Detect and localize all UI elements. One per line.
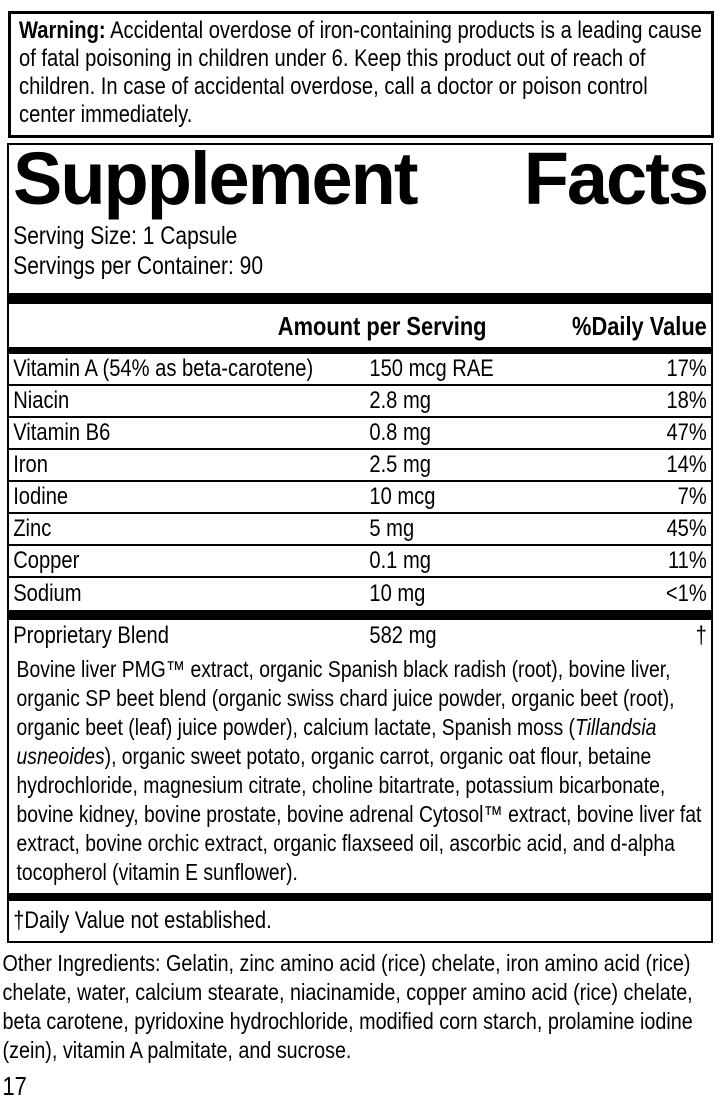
panel-title <box>13 143 707 220</box>
table-row <box>9 386 711 418</box>
nutrient-daily-value: 45% <box>666 515 707 542</box>
nutrient-name: Vitamin A (54% as beta-carotene) <box>13 355 314 382</box>
nutrient-name: Vitamin B6 <box>13 419 111 446</box>
blend-description-part1: Bovine liver PMG™ extract, organic Spanish black radish (root), bovine liver, organic SP beet blend (organic swiss chard juice powder, organic beet (root), organic beet (leaf) juice powder), calcium lactate, Spanish moss ( <box>16 656 675 740</box>
nutrient-daily-value: 17% <box>666 355 707 382</box>
nutrient-daily-value: 14% <box>666 451 707 478</box>
nutrient-daily-value: 11% <box>667 547 707 574</box>
nutrient-amount: 2.5 mg <box>369 451 431 478</box>
warning-label: Warning: <box>19 17 106 44</box>
nutrient-amount: 5 mg <box>369 515 415 542</box>
table-header-row <box>9 304 711 347</box>
panel-title-word-2: Facts <box>523 143 707 220</box>
column-header-daily-value: %Daily Value <box>572 311 707 341</box>
nutrient-name: Zinc <box>13 515 52 542</box>
daily-value-footnote: †Daily Value not established. <box>13 907 272 934</box>
blend-description <box>9 655 711 887</box>
blend-description-latin-name: Tillandsia usneoides <box>16 714 657 769</box>
nutrient-daily-value: <1% <box>665 580 707 607</box>
serving-size: Serving Size: 1 Capsule <box>13 222 238 250</box>
other-ingredients: Other Ingredients: Gelatin, zinc amino acid (rice) chelate, iron amino acid (rice) chelate, water, calcium stearate, niacinamide, copper amino acid (rice) chelate, beta carotene, pyridoxine hydrochloride, modified corn starch, prolamine iodine (zein), vitamin A palmitate, and sucrose. <box>2 950 693 1063</box>
table-row <box>9 418 711 450</box>
divider-bar-blend <box>9 610 711 620</box>
nutrient-name: Iron <box>13 451 48 478</box>
nutrient-amount: 150 mcg RAE <box>369 355 494 382</box>
nutrient-amount: 10 mg <box>369 580 426 607</box>
supplement-facts-panel <box>7 143 713 943</box>
warning-box <box>8 11 714 138</box>
nutrient-daily-value: 7% <box>677 483 707 510</box>
nutrient-name: Iodine <box>13 483 69 510</box>
nutrient-name: Copper <box>13 547 80 574</box>
nutrient-amount: 10 mcg <box>369 483 436 510</box>
blend-amount: 582 mg <box>369 622 437 649</box>
table-row <box>9 482 711 514</box>
table-row <box>9 354 711 386</box>
blend-name: Proprietary Blend <box>13 622 169 649</box>
nutrient-daily-value: 47% <box>666 419 707 446</box>
table-row <box>9 546 711 578</box>
table-row <box>9 578 711 610</box>
warning-body: Accidental overdose of iron-containing products is a leading cause of fatal poisoning in children under 6. Keep this product out of reach of children. In case of accidental overdose, call a doctor or poison control center immediately. <box>19 17 702 128</box>
panel-title-word-1: Supplement <box>13 143 417 220</box>
table-row <box>9 450 711 482</box>
column-header-amount: Amount per Serving <box>277 311 487 341</box>
proprietary-blend-row <box>9 620 711 652</box>
divider-bar-footnote <box>9 893 711 901</box>
servings-per-container: Servings per Container: 90 <box>13 252 264 280</box>
blend-dagger: † <box>695 622 707 649</box>
page-number: 17 <box>2 1071 27 1101</box>
nutrient-amount: 0.1 mg <box>369 547 431 574</box>
nutrient-table <box>9 354 711 610</box>
nutrient-amount: 2.8 mg <box>369 387 431 414</box>
nutrient-amount: 0.8 mg <box>369 419 431 446</box>
warning-text <box>19 17 703 129</box>
blend-description-part2: ), organic sweet potato, organic carrot, organic oat flour, betaine hydrochloride, magnesium citrate, choline bitartrate, potassium bicarbonate, bovine kidney, bovine prostate, bovine adrenal Cytosol™ extract, bovine liver fat extract, bovine orchic extract, organic flaxseed oil, ascorbic acid, and d-alpha tocopherol (vitamin E sunflower). <box>16 743 702 885</box>
divider-bar-thick-top <box>9 293 711 304</box>
table-row <box>9 514 711 546</box>
nutrient-name: Niacin <box>13 387 70 414</box>
nutrient-name: Sodium <box>13 580 82 607</box>
nutrient-daily-value: 18% <box>666 387 707 414</box>
